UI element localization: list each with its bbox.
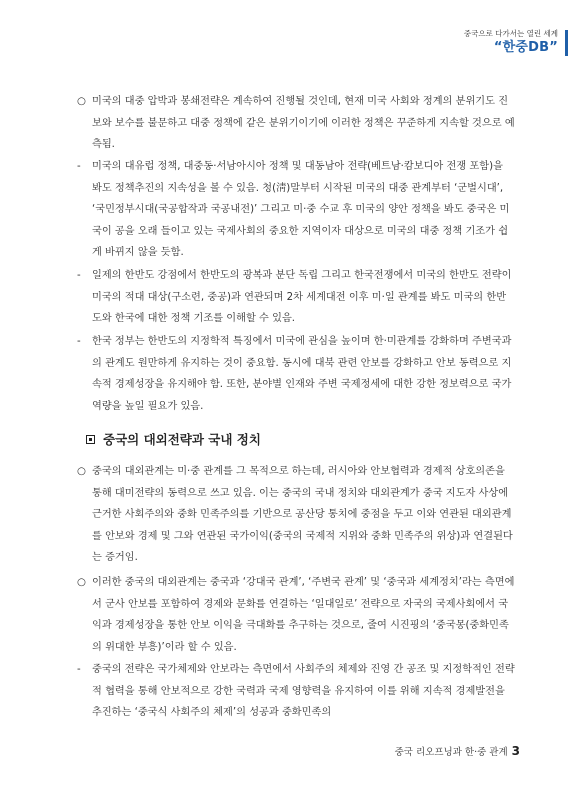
section-title: 중국의 대외전략과 국내 정치 <box>103 432 261 447</box>
header-subtitle: 중국으로 다가서는 열린 세계 <box>463 29 558 38</box>
dash-bullet-icon: - <box>77 664 81 675</box>
header-brand: “한중DB” <box>493 40 558 55</box>
page-footer <box>395 744 520 760</box>
bullet-paragraph <box>77 91 515 156</box>
circle-bullet-icon: ○ <box>77 466 86 477</box>
dash-paragraph <box>77 331 515 417</box>
dash-bullet-icon: - <box>77 336 81 347</box>
paragraph-text: 이러한 중국의 대외관계는 중국과 ‘강대국 관계’, ‘주변국 관계’ 및 ‘중국과 세계정치’라는 측면에서 군사 안보를 포함하여 경제와 문화를 연결하는 ‘일대일로’ 전략으로 자국의 국제사회에서 국익과 경제성장을 통한 안보 이익을 극대화를 추구하는 것으로, 줄여 시진핑의 ‘중국몽(중화민족의 위대한 부흥)’이라 할 수 있음. <box>92 577 515 653</box>
bullet-paragraph <box>77 461 515 569</box>
circle-bullet-icon: ○ <box>77 96 86 107</box>
footer-title: 중국 리오프닝과 한·중 관계 <box>394 747 508 758</box>
page-header <box>464 28 568 56</box>
page-number: 3 <box>511 744 520 758</box>
paragraph-text: 중국의 대외관계는 미·중 관계를 그 목적으로 하는데, 러시아와 안보협력과 경제적 상호의존을 통해 대미전략의 동력으로 쓰고 있음. 이는 중국의 국내 정치와 대외관계가 중국 지도자 사상에 근거한 사회주의와 중화 민족주의를 기반으로 공산당 통치에 중점을 두고 이와 연관된 대외관계를 안보와 경제 및 그와 연관된 국가이익(중국의 국제적 지위와 중화 민족주의 위상)과 연결된다는 증거임. <box>92 466 513 564</box>
section-heading <box>86 431 516 449</box>
square-bullet-icon <box>86 435 95 444</box>
dash-paragraph <box>77 265 515 330</box>
bullet-paragraph <box>77 572 515 658</box>
dash-bullet-icon: - <box>77 161 81 172</box>
header-accent-bar <box>565 30 568 56</box>
paragraph-text: 중국의 전략은 국가체제와 안보라는 측면에서 사회주의 체제와 진영 간 공조 및 지정학적인 전략적 협력을 통해 안보적으로 강한 국력과 국제 영향력을 유지하여 이를 위해 지속적 경제발전을 추진하는 ‘중국식 사회주의 체제’의 성공과 중화민족의 <box>92 664 515 719</box>
paragraph-text: 일제의 한반도 강점에서 한반도의 광복과 분단 독립 그리고 한국전쟁에서 미국의 한반도 전략이 미국의 적대 대상(구소련, 중공)과 연관되며 2차 세계대전 이후 미·일 관계를 봐도 미국의 한반도와 한국에 대한 정책 기조를 이해할 수 있음. <box>92 270 512 325</box>
dash-bullet-icon: - <box>77 270 81 281</box>
dash-paragraph <box>77 156 515 264</box>
paragraph-text: 미국의 대중 압박과 봉쇄전략은 계속하여 진행될 것인데, 현재 미국 사회와 정계의 분위기도 진보와 보수를 불문하고 대중 정책에 같은 분위기이기에 이러한 정책은 꾸준하게 지속할 것으로 예측됨. <box>92 96 515 151</box>
circle-bullet-icon: ○ <box>77 577 86 588</box>
dash-paragraph <box>77 659 515 724</box>
paragraph-text: 한국 정부는 한반도의 지정학적 특징에서 미국에 관심을 높이며 한·미관계를 강화하며 주변국과의 관계도 원만하게 유지하는 것이 중요함. 동시에 대북 관련 안보를 강화하고 안보 동력으로 지속적 경제성장을 유지해야 함. 또한, 분야별 인재와 주변 국제정세에 대한 강한 정보력으로 국가역량을 높일 필요가 있음. <box>92 336 512 412</box>
paragraph-text: 미국의 대유럽 정책, 대중동·서남아시아 정책 및 대동남아 전략(베트남·캄보디아 전쟁 포함)을 봐도 정책추진의 지속성을 볼 수 있음. 청(淸)말부터 시작된 미국의 대중 관계부터 ‘군벌시대’, ‘국민정부시대(국공합작과 국공내전)’ 그리고 미·중 수교 후 미국의 양안 정책을 봐도 중국은 미국이 공을 오래 들이고 있는 국제사회의 중요한 지역이자 대상으로 미국의 대중 정책 기조가 쉽게 바뀌지 않을 듯함. <box>92 161 510 259</box>
